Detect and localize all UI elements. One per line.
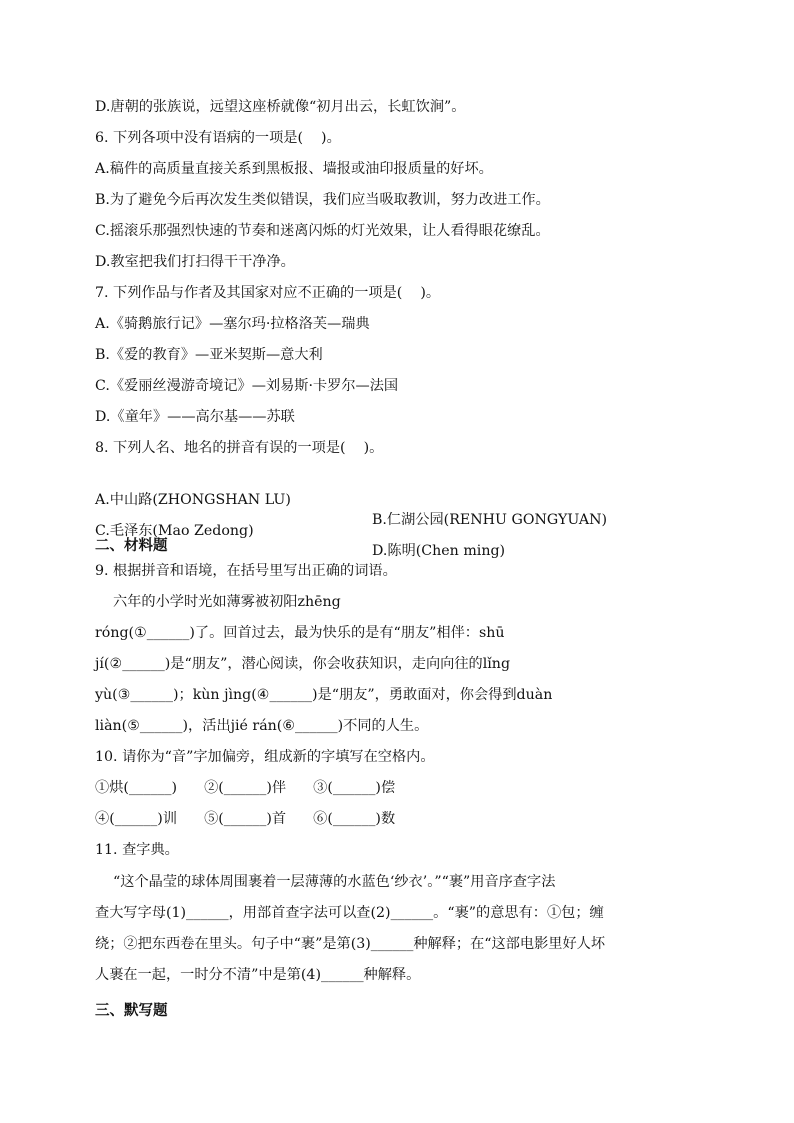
q8-option-a: A.中山路(ZHONGSHAN LU) <box>95 492 291 508</box>
q7-option-b: B.《爱的教育》—亚米契斯—意大利 <box>95 347 323 363</box>
q7-option-c: C.《爱丽丝漫游奇境记》—刘易斯·卡罗尔—法国 <box>95 378 399 394</box>
q6-stem: 6. 下列各项中没有语病的一项是( )。 <box>95 130 341 146</box>
q7-option-d: D.《童年》——高尔基——苏联 <box>95 409 295 425</box>
q6-option-d: D.教室把我们打扫得干干净净。 <box>95 254 295 270</box>
q10-row-1: ①烘(______) ②(______)伴 ③(______)偿 <box>95 780 396 796</box>
q8-stem: 8. 下列人名、地名的拼音有误的一项是( )。 <box>95 440 384 456</box>
section-2-heading: 二、材料题 <box>95 538 168 554</box>
q10-row-2: ④(______)训 ⑤(______)首 ⑥(______)数 <box>95 811 396 827</box>
q11-line-3: 绕；②把东西卷在里头。句子中“裹”是第(3)______种解释；在“这部电影里好人坏 <box>95 936 606 952</box>
q6-option-b: B.为了避免今后再次发生类似错误，我们应当吸取教训，努力改进工作。 <box>95 192 550 208</box>
q8-option-d: D.陈明(Chen ming) <box>372 543 506 559</box>
q10-stem: 10. 请你为“音”字加偏旁，组成新的字填写在空格内。 <box>95 749 435 765</box>
q9-passage-line-5: liàn(⑤______)，活出jié rán(⑥______)不同的人生。 <box>95 718 429 734</box>
q9-passage-line-1: 六年的小学时光如薄雾被初阳zhēng <box>95 594 341 610</box>
q6-option-c: C.摇滚乐那强烈快速的节奏和迷离闪烁的灯光效果，让人看得眼花缭乱。 <box>95 223 550 239</box>
q7-stem: 7. 下列作品与作者及其国家对应不正确的一项是( )。 <box>95 285 441 301</box>
q7-option-a: A.《骑鹅旅行记》—塞尔玛·拉格洛芙—瑞典 <box>95 316 370 332</box>
q9-stem: 9. 根据拼音和语境，在括号里写出正确的词语。 <box>95 563 397 579</box>
q9-passage-line-2: róng(①______)了。回首过去，最为快乐的是有“朋友”相伴：shū <box>95 625 505 641</box>
q5-option-d: D.唐朝的张族说，远望这座桥就像“初月出云，长虹饮涧”。 <box>95 99 466 115</box>
q11-line-2: 查大写字母(1)______，用部首查字法可以查(2)______。“裹”的意思有：①包；缠 <box>95 905 604 921</box>
q11-stem: 11. 查字典。 <box>95 842 179 858</box>
q6-option-a: A.稿件的高质量直接关系到黑板报、墙报或油印报质量的好坏。 <box>95 161 493 177</box>
q9-passage-line-3: jí(②______)是“朋友”，潜心阅读，你会收获知识，走向向往的lǐng <box>95 656 511 672</box>
section-3-heading: 三、默写题 <box>95 1003 168 1019</box>
q8-option-c: C.毛泽东(Mao Zedong) <box>95 523 254 539</box>
q8-option-b: B.仁湖公园(RENHU GONGYUAN) <box>372 512 608 528</box>
q11-line-4: 人裹在一起，一时分不清”中是第(4)______种解释。 <box>95 967 421 983</box>
q9-passage-line-4: yù(③______)；kùn jìng(④______)是“朋友”，勇敢面对，你会得到duàn <box>95 687 553 703</box>
q11-line-1: “这个晶莹的球体周围裹着一层薄薄的水蓝色‘纱衣’。”“裹”用音序查字法 <box>95 874 556 890</box>
